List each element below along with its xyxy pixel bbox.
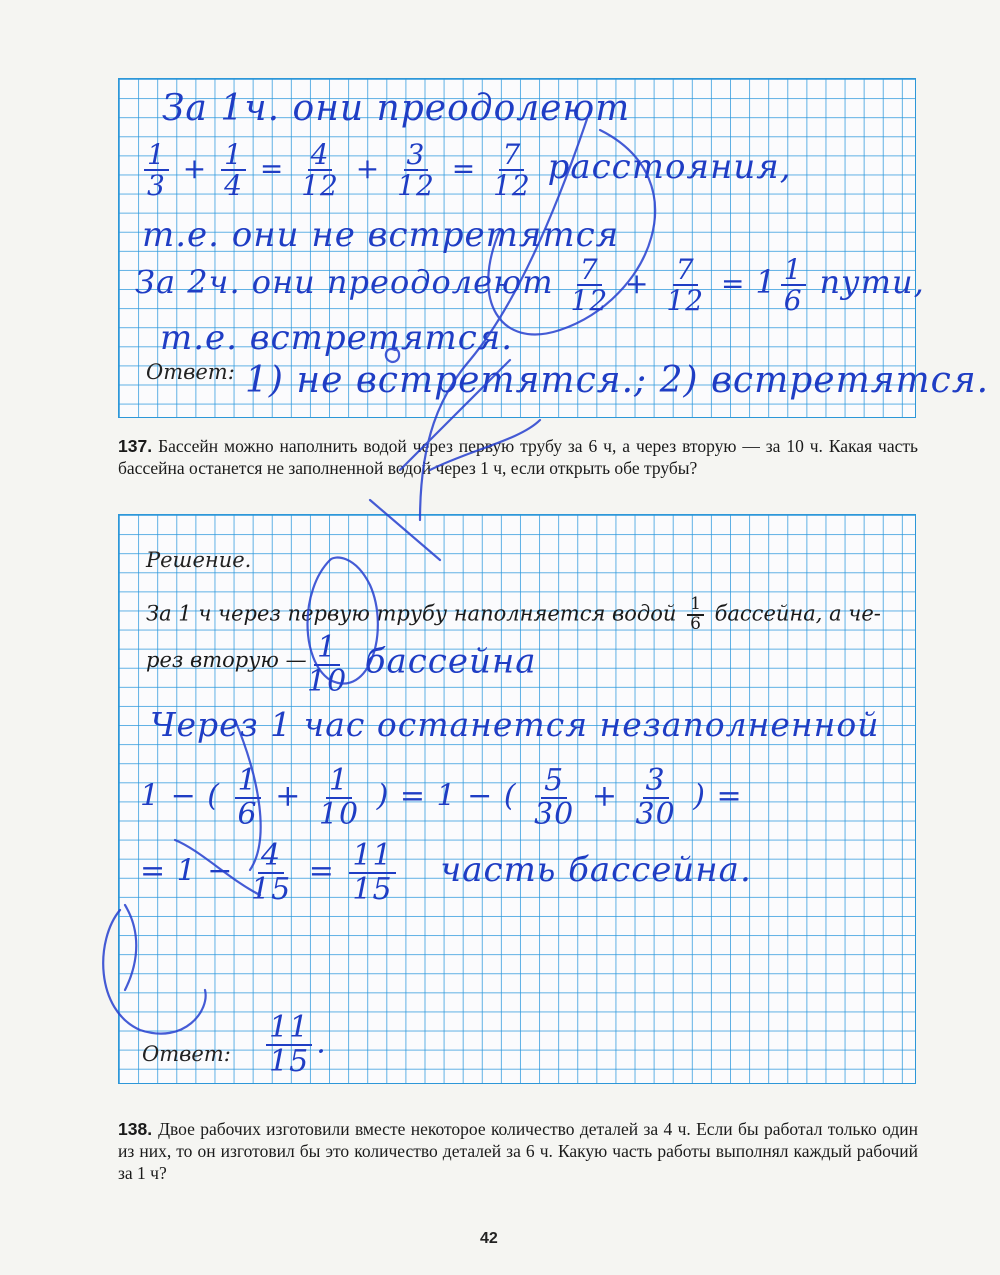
printed-line-1: За 1 ч через первую трубу наполняется водой $\frac{1}{6}$ бассейна, а че-	[146, 594, 881, 634]
hw-line-2: $\frac{1}{3}$ + $\frac{1}{4}$ = $\frac{4}{12}$ + $\frac{3}{12}$ = $\frac{7}{12}$ расстояния,	[140, 140, 792, 201]
hw-line-4-2: 1 − ( $\frac{1}{6}$ + $\frac{1}{10}$ ) = 1 − ( $\frac{5}{30}$ + $\frac{3}{30}$ ) =	[140, 763, 743, 832]
task-number: 137.	[118, 436, 153, 456]
hw-line-5-2: = 1 − $\frac{4}{15}$ = $\frac{11}{15}$ часть бассейна.	[140, 838, 752, 907]
answer-label-2: Ответ:	[142, 1042, 231, 1066]
solution-label: Решение.	[146, 548, 252, 572]
task-text: Бассейн можно наполнить водой через первую трубу за 6 ч, а через вторую — за 10 ч. Какая часть бассейна останется не заполненной водой через 1 ч, если открыть обе трубы?	[118, 436, 918, 478]
hw-line-3: т.е. они не встретятся	[142, 215, 620, 255]
hw-answer-1: 1) не встретятся.; 2) встретятся.	[245, 360, 990, 401]
hw-line-3-2: Через 1 час останется незаполненной	[150, 705, 880, 744]
task-137	[118, 435, 918, 479]
hw-answer-2: $\frac{11}{15}$ .	[262, 1012, 327, 1077]
hw-line-1: За 1ч. они преодолеют	[162, 88, 631, 129]
hw-line-4: За 2ч. они преодолеют $\frac{7}{12}$ + $\frac{7}{12}$ = 1 $\frac{1}{6}$ пути,	[135, 253, 925, 318]
printed-line-2: рез вторую —	[146, 648, 307, 672]
hw-line-2-2: $\frac{1}{10}$ бассейна	[307, 630, 537, 699]
answer-label-1: Ответ:	[146, 360, 235, 384]
page-number: 42	[480, 1230, 498, 1247]
hw-line-5: т.е. встретятся.	[160, 318, 514, 358]
task-number: 138.	[118, 1119, 153, 1139]
task-text: Двое рабочих изготовили вместе некоторое количество деталей за 4 ч. Если бы работал только один из них, то он изготовил бы это количество деталей за 6 ч. Какую часть работы выполнял каждый рабочий за 1 ч?	[118, 1119, 918, 1183]
task-138	[118, 1118, 918, 1184]
